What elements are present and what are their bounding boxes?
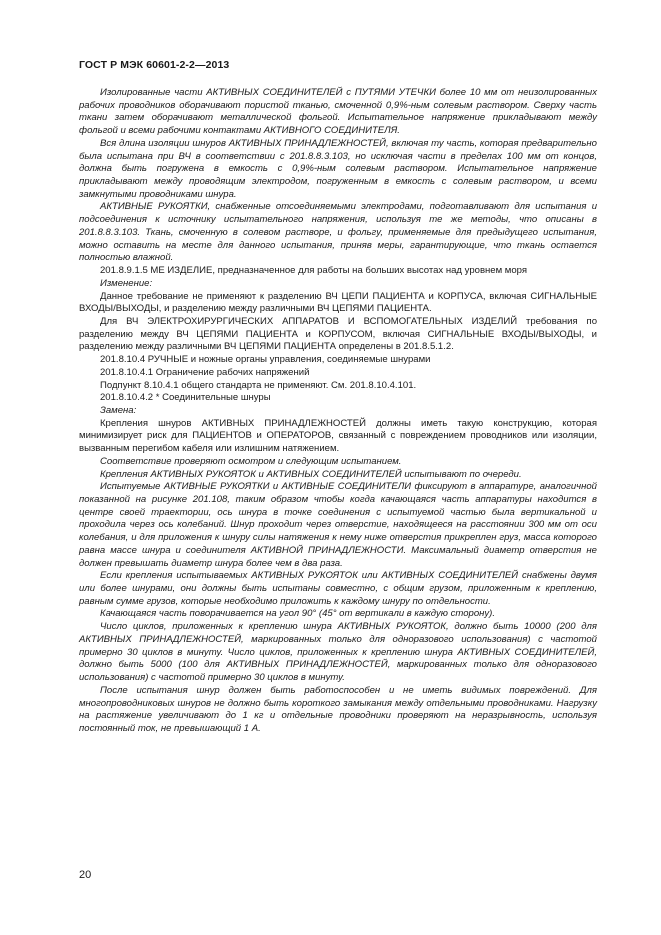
section-heading: 201.8.10.4 РУЧНЫЕ и ножные органы управления, соединяемые шнурами <box>100 354 431 366</box>
paragraph: Для ВЧ ЭЛЕКТРОХИРУРГИЧЕСКИХ АППАРАТОВ И ВСПОМОГАТЕЛЬНЫХ ИЗДЕЛИЙ требования по разделению между ВЧ ЦЕПЯМИ ПАЦИЕНТА и КОРПУСОМ, включая СИГНАЛЬНЫЕ ВХОДЫ/ВЫХОДЫ, и разделению между различными ВЧ ЦЕПЯМИ ПАЦИЕНТА определены в 201.8.5.1.2. <box>79 315 597 353</box>
paragraph: Вся длина изоляции шнуров АКТИВНЫХ ПРИНАДЛЕЖНОСТЕЙ, включая ту часть, которая предварительно была испытана при ВЧ в соответствии с 201.8.8.3.103, но исключая части в пределах 100 мм от концов, должна быть погружена в емкость с 0,9%-ным солевым раствором. Испытательное напряжение прикладывают между проводящим электродом, погруженным в емкость с солевым раствором, и всеми замкнутыми проводниками шнура. <box>79 137 597 200</box>
paragraph: Крепления шнуров АКТИВНЫХ ПРИНАДЛЕЖНОСТЕЙ должны иметь такую конструкцию, которая минимизирует риск для ПАЦИЕНТОВ и ОПЕРАТОРОВ, связанный с повреждением проводников или изоляции, вызванным перегибом кабеля или излишним натяжением. <box>79 417 597 455</box>
paragraph: Крепления АКТИВНЫХ РУКОЯТОК и АКТИВНЫХ СОЕДИНИТЕЛЕЙ испытывают по очереди. <box>100 468 522 480</box>
page-number: 20 <box>79 869 92 881</box>
paragraph: АКТИВНЫЕ РУКОЯТКИ, снабженные отсоединяемыми электродами, подготавливают для испытания и подсоединения к источнику испытательного напряжения, используя те же методы, что описаны в 201.8.8.3.103. Ткань, смоченную в солевом растворе, и фольгу, применяемые для предыдущего испытания, можно оставить на месте для данного испытания, приняв меры, гарантирующие, что ткань остается полностью влажной. <box>79 201 597 264</box>
section-heading: 201.8.9.1.5 МЕ ИЗДЕЛИЕ, предназначенное для работы на больших высотах над уровнем моря <box>100 265 528 277</box>
paragraph: Соответствие проверяют осмотром и следующим испытанием. <box>100 455 402 467</box>
section-heading: 201.8.10.4.1 Ограничение рабочих напряжений <box>100 366 310 378</box>
paragraph: После испытания шнур должен быть работоспособен и не иметь видимых повреждений. Для многопроводниковых шнуров не должно быть короткого замыкания между отдельными проводниками. Нагрузку на растяжение увеличивают до 1 кг и отдельные проводники проверяют на неразрывность, используя постоянный ток, не превышающий 1 А. <box>79 684 597 734</box>
amendment-label: Изменение: <box>100 277 153 289</box>
document-body <box>79 87 597 736</box>
document-header: ГОСТ Р МЭК 60601-2-2—2013 <box>79 59 230 71</box>
paragraph: Число циклов, приложенных к креплению шнура АКТИВНЫХ РУКОЯТОК, должно быть 10000 (200 для АКТИВНЫХ ПРИНАДЛЕЖНОСТЕЙ, маркированных только для одноразового использования) с частотой примерно 30 циклов в минуту. Число циклов, приложенных к креплению шнура АКТИВНЫХ СОЕДИНИТЕЛЕЙ, должно быть 5000 (100 для АКТИВНЫХ ПРИНАДЛЕЖНОСТЕЙ, маркированных только для одноразового использования) с частотой примерно 30 циклов в минуту. <box>79 621 597 684</box>
paragraph: Подпункт 8.10.4.1 общего стандарта не применяют. См. 201.8.10.4.101. <box>100 379 417 391</box>
paragraph: Качающаяся часть поворачивается на угол 90° (45° от вертикали в каждую сторону). <box>100 608 495 620</box>
paragraph: Если крепления испытываемых АКТИВНЫХ РУКОЯТОК или АКТИВНЫХ СОЕДИНИТЕЛЕЙ снабжены двумя или более шнурами, они должны быть испытаны совместно, с общим грузом, приложенным к креплению, равным сумме грузов, которые необходимо приложить к каждому шнуру по отдельности. <box>79 570 597 607</box>
paragraph: Испытуемые АКТИВНЫЕ РУКОЯТКИ и АКТИВНЫЕ СОЕДИНИТЕЛИ фиксируют в аппаратуре, аналогичной показанной на рисунке 201.108, таким образом чтобы когда качающаяся часть аппаратуры находится в центре своей траектории, ось шнура в точке соединения с испытуемой частью была вертикальной и проходила через ось колебаний. Шнур проходит через отверстие, находящееся на расстоянии 300 мм от оси колебания, и для приложения к шнуру силы натяжения к нему ниже отверстия прикреплен груз, масса которого равна массе шнура и соединителя АКТИВНОЙ ПРИНАДЛЕЖНОСТИ. Максимальный диаметр отверстия не должен превышать диаметр шнура более чем в два раза. <box>79 481 597 569</box>
amendment-label: Замена: <box>100 404 137 416</box>
paragraph: Изолированные части АКТИВНЫХ СОЕДИНИТЕЛЕЙ с ПУТЯМИ УТЕЧКИ более 10 мм от неизолированных рабочих проводников оборачивают пористой тканью, смоченной 0,9%-ным солевым раствором. Сверху часть ткани затем оборачивают металлической фольгой. Испытательное напряжение прикладывают между фольгой и всеми рабочими контактами АКТИВНОГО СОЕДИНИТЕЛЯ. <box>79 87 597 137</box>
paragraph: Данное требование не применяют к разделению ВЧ ЦЕПИ ПАЦИЕНТА и КОРПУСА, включая СИГНАЛЬНЫЕ ВХОДЫ/ВЫХОДЫ, и разделению между различными ВЧ ЦЕПЯМИ ПАЦИЕНТА. <box>79 290 597 315</box>
section-heading: 201.8.10.4.2 * Соединительные шнуры <box>100 392 271 404</box>
